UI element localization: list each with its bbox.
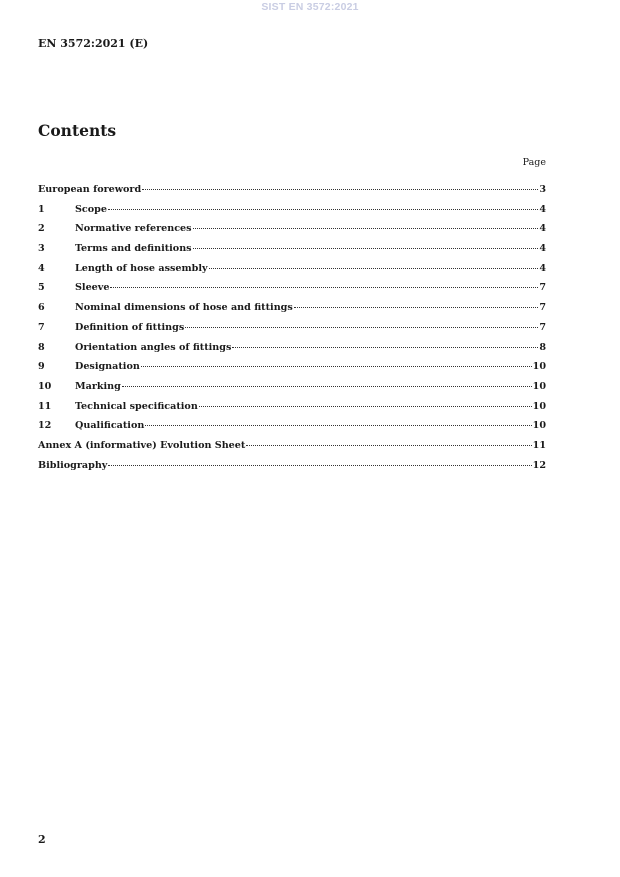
toc-dot-leader [209,267,539,269]
toc-entry-title: European foreword [38,184,142,195]
toc-entry-title: Length of hose assembly [75,262,208,274]
toc-dot-leader [199,405,532,407]
toc-entry-title: Bibliography [38,459,108,471]
toc-entry[interactable] [38,239,546,259]
toc-entry-title: Normative references [75,223,192,235]
toc-entry-number: 2 [38,223,45,235]
toc-entry-number: 7 [38,321,45,333]
toc-entry-number: 11 [38,400,52,412]
toc-entry-number: 12 [38,420,52,432]
toc-dot-leader [246,444,531,446]
toc-entry-page: 10 [532,420,546,432]
toc-dot-leader [185,326,538,328]
toc-entry-number: 3 [38,243,45,255]
toc-entry-title: Orientation angles of fittings [75,341,232,353]
toc-entry-number: 8 [38,341,45,353]
toc-entry[interactable] [38,456,546,476]
document-id: EN 3572:2021 (E) [38,37,149,50]
toc-dot-leader [193,227,539,229]
toc-entry[interactable] [38,397,546,417]
toc-dot-leader [122,385,532,387]
toc-entry[interactable] [38,298,546,318]
toc-entry-title: Annex A (informative) Evolution Sheet [38,439,246,451]
toc-dot-leader [141,365,532,367]
toc-dot-leader [294,306,539,308]
toc-entry-page: 4 [539,223,546,235]
toc-entry-page: 8 [539,341,546,353]
toc-entry-title: Scope [75,203,107,215]
toc-entry-title: Sleeve [75,282,110,294]
toc-dot-leader [108,464,531,466]
toc-entry-page: 10 [532,400,546,412]
toc-entry-number: 5 [38,282,45,294]
watermark: SIST EN 3572:2021 [261,1,359,13]
toc-entry[interactable] [38,416,546,436]
toc-dot-leader [142,188,538,190]
toc-entry[interactable] [38,377,546,397]
toc-entry[interactable] [38,338,546,358]
toc-entry-title: Nominal dimensions of hose and fittings [75,302,293,314]
toc-entry-page: 3 [539,184,546,195]
toc-entry-title: Designation [75,361,140,373]
page-column-label: Page [522,157,546,168]
toc-entry-page: 7 [539,321,546,333]
toc-entry-title: Terms and definitions [75,243,192,255]
toc-dot-leader [232,346,538,348]
toc-dot-leader [145,424,531,426]
toc-entry-page: 12 [532,459,546,471]
toc-entry[interactable] [38,180,546,200]
toc-entry[interactable] [38,259,546,279]
toc-entry-page: 7 [539,282,546,294]
toc-entry-title: Marking [75,380,121,392]
toc-entry[interactable] [38,200,546,220]
toc-entry-title: Qualification [75,420,145,432]
toc-entry-page: 10 [532,361,546,373]
toc-entry[interactable] [38,436,546,456]
toc-entry-number: 9 [38,361,45,373]
toc-entry-number: 1 [38,203,45,215]
toc-entry-number: 4 [38,262,45,274]
toc-entry-page: 11 [532,439,546,451]
toc-entry-title: Technical specification [75,400,198,412]
toc-entry[interactable] [38,357,546,377]
toc-entry-page: 4 [539,203,546,215]
toc-entry-page: 7 [539,302,546,314]
toc-entry[interactable] [38,278,546,298]
toc-entry-number: 6 [38,302,45,314]
toc-entry-number: 10 [38,380,52,392]
toc-entry-page: 10 [532,380,546,392]
toc-dot-leader [193,247,539,249]
toc-entry-title: Definition of fittings [75,321,185,333]
table-of-contents [38,180,546,475]
toc-dot-leader [108,208,538,210]
toc-entry-page: 4 [539,243,546,255]
toc-entry[interactable] [38,318,546,338]
page-number: 2 [38,833,46,846]
contents-heading: Contents [38,121,117,140]
toc-entry-page: 4 [539,262,546,274]
toc-entry[interactable] [38,219,546,239]
toc-dot-leader [110,286,538,288]
